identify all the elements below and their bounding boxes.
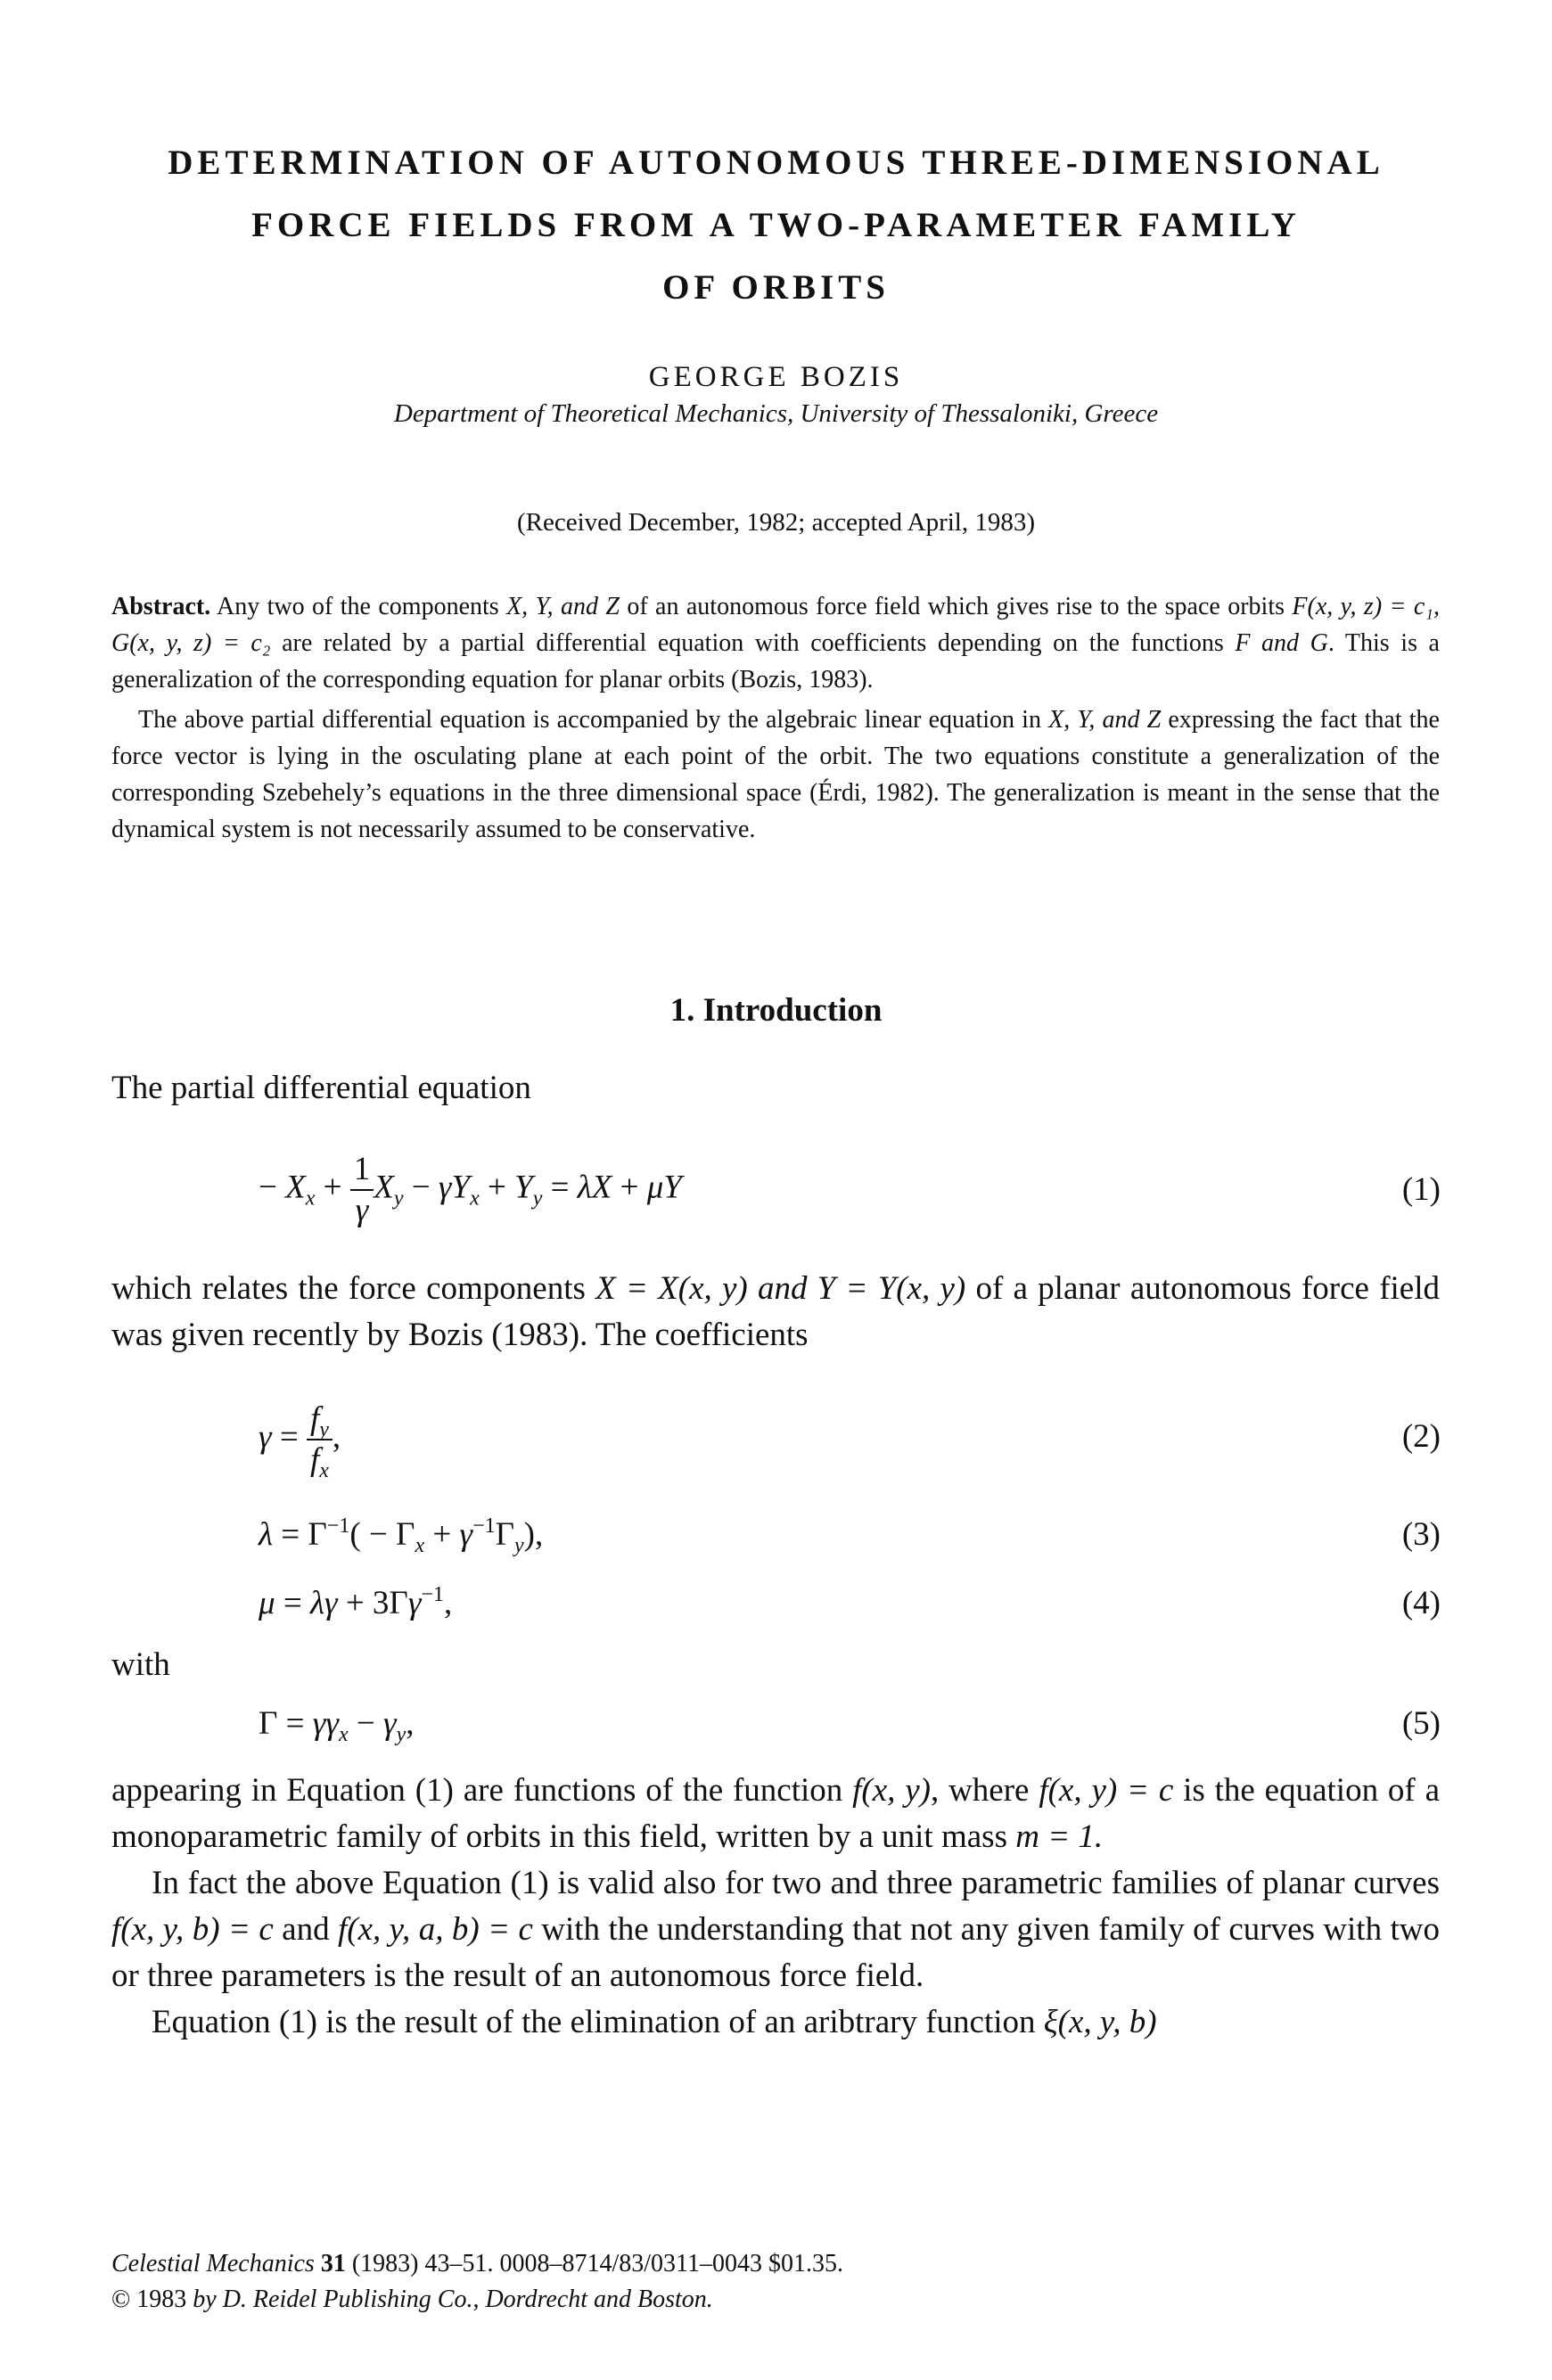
body-paragraph-1: which relates the force components X = X(x, y) and Y = Y(x, y) of a planar autonomous force field was given recently by Bozis (1983). The coefficients xyxy=(111,1270,1440,1353)
paper-title xyxy=(0,132,1552,319)
title-line-3: OF ORBITS xyxy=(662,268,890,307)
with-text: with xyxy=(111,1646,170,1683)
equation-3-number: (3) xyxy=(1401,1516,1441,1553)
abstract-paragraph-2: The above partial differential equation is accompanied by the algebraic linear equation in X, Y, and Z expressing the fact that the force vector is lying in the osculating plane at each point of the orbit. The two equations constitute a generalization of the corresponding Szebehely’s equations in the three dimensional space (Érdi, 1982). The generalization is meant in the sense that the dynamical system is not necessarily assumed to be conservative. xyxy=(111,706,1440,843)
intro-text: The partial differential equation xyxy=(111,1070,531,1106)
abstract xyxy=(111,588,1440,848)
footer xyxy=(111,2246,843,2318)
affiliation: Department of Theoretical Mechanics, University of Thessaloniki, Greece xyxy=(393,399,1159,428)
equation-4: $\mu = \lambda\gamma + 3\Gamma\gamma^{-1}$, xyxy=(259,1583,453,1621)
equation-1-number: (1) xyxy=(1401,1171,1441,1208)
body-paragraph-2: appearing in Equation (1) are functions of the function f(x, y), where f(x, y) = c is the equation of a monoparametric family of orbits in this field, written by a unit mass m = 1. In fact the above Equation (1) is valid also for two and three parametric families of planar curves f(x, y, b) = c and f(x, y, a, b) = c with the understanding that not any given family of curves with two or three parameters is the result of an autonomous force field. Equation (1) is the result of the elimination of an aribtrary function ξ(x, y, b) xyxy=(111,1772,1440,2040)
title-line-1: DETERMINATION OF AUTONOMOUS THREE-DIMENSIONAL xyxy=(168,144,1384,182)
copyright: © 1983 by D. Reidel Publishing Co., Dordrecht and Boston. xyxy=(111,2286,713,2313)
abstract-paragraph-1: Abstract. Any two of the components X, Y, and Z of an autonomous force field which gives rise to the space orbits F(x, y, z) = c₁, G(x, y, z) = c₂ are related by a partial differential equation with coefficients depending on the functions F and G. This is a generalization of the corresponding equation for planar orbits (Bozis, 1983). xyxy=(111,593,1440,693)
journal-citation: Celestial Mechanics 31 (1983) 43–51. 0008–8714/83/0311–0043 $01.35. xyxy=(111,2250,843,2277)
title-line-2: FORCE FIELDS FROM A TWO-PARAMETER FAMILY xyxy=(251,206,1301,244)
equation-5: $\Gamma = \gamma\gamma_x - \gamma_y$, xyxy=(259,1705,415,1746)
received-date: (Received December, 1982; accepted April, 1983) xyxy=(516,508,1036,537)
equation-2-number: (2) xyxy=(1401,1418,1441,1455)
equation-1: − $X_x$ + $\frac{1}{\gamma}$ $X_y - \gamma Y_x + Y_y = \lambda X + \mu Y$ xyxy=(259,1151,682,1228)
section-heading: 1. Introduction xyxy=(669,992,883,1029)
author: GEORGE BOZIS xyxy=(648,361,904,393)
equation-3: $\lambda = \Gamma^{-1}( - \Gamma_x + \gamma^{-1}\Gamma_y)$, xyxy=(259,1514,544,1557)
equation-2: γ = $\frac{f_y}{f_x}$ , xyxy=(259,1400,341,1482)
equation-5-number: (5) xyxy=(1401,1705,1441,1742)
equation-4-number: (4) xyxy=(1401,1585,1441,1621)
abstract-label: Abstract. xyxy=(111,593,211,620)
